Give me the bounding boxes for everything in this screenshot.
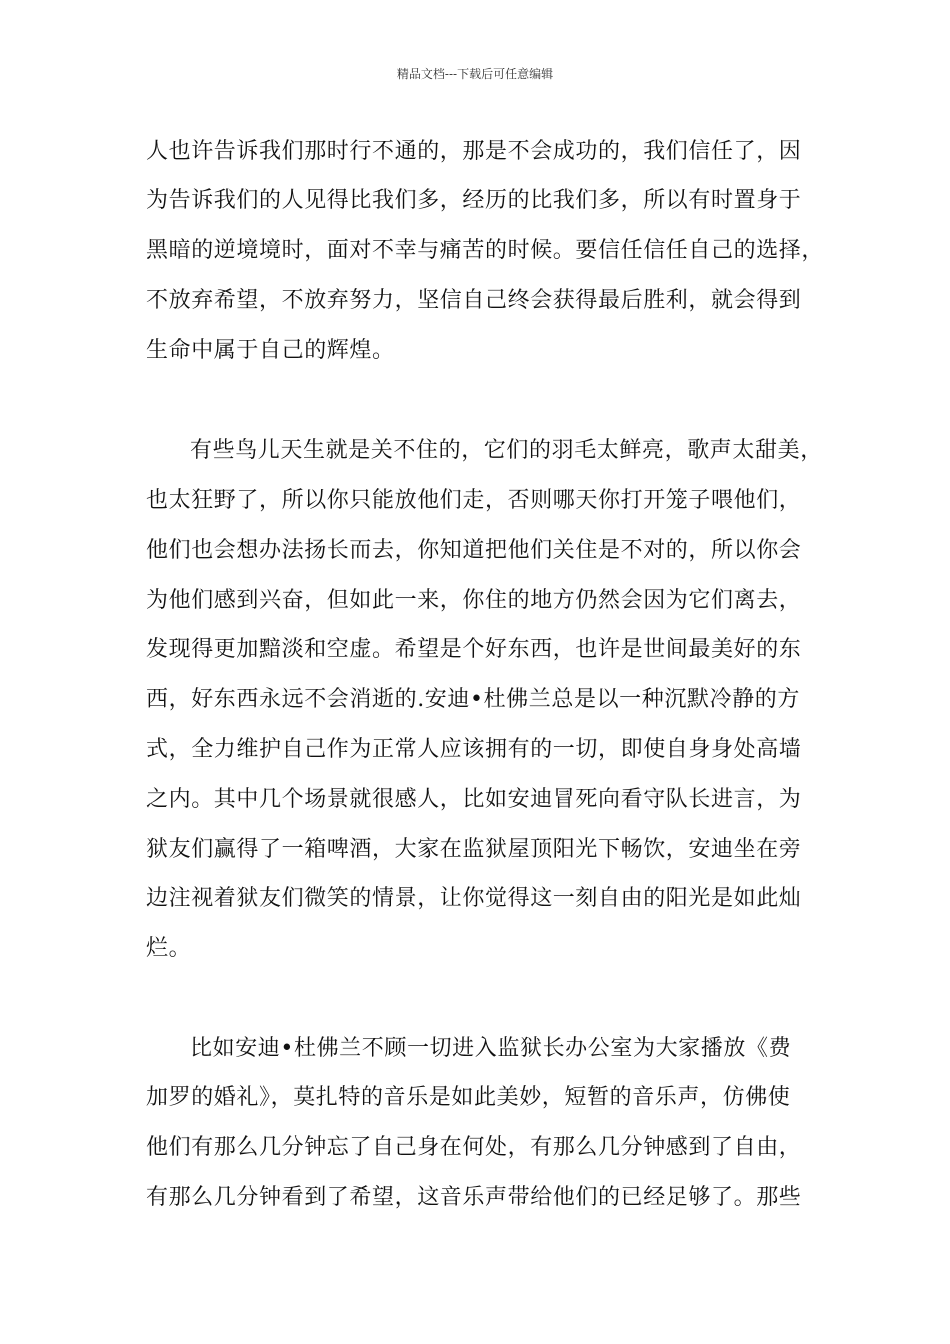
- text-line: 生命中属于自己的辉煌。: [146, 338, 395, 363]
- text-line: 西，好东西永远不会消逝的.安迪•杜佛兰总是以一种沉默冷静的方: [146, 687, 800, 712]
- text-line: 为他们感到兴奋，但如此一来，你住的地方仍然会因为它们离去，: [146, 588, 802, 613]
- text-line: 加罗的婚礼》，莫扎特的音乐是如此美妙，短暂的音乐声，仿佛使: [146, 1085, 791, 1110]
- page-header: 精品文档---下载后可任意编辑: [396, 67, 554, 81]
- text-line: 他们也会想办法扬长而去，你知道把他们关住是不对的，所以你会: [146, 538, 802, 563]
- text-line: 也太狂野了，所以你只能放他们走，否则哪天你打开笼子喂他们，: [146, 488, 802, 513]
- text-line: 烂。: [146, 936, 192, 961]
- text-line: 发现得更加黯淡和空虚。希望是个好东西，也许是世间最美好的东: [146, 637, 802, 662]
- text-line: 不放弃希望，不放弃努力，坚信自己终会获得最后胜利，就会得到: [146, 288, 802, 313]
- text-line: 之内。其中几个场景就很感人，比如安迪冒死向看守队长进言，为: [146, 787, 802, 812]
- text-line: 式，全力维护自己作为正常人应该拥有的一切，即使自身身处高墙: [146, 737, 802, 762]
- text-line: 有那么几分钟看到了希望，这音乐声带给他们的已经足够了。那些: [146, 1185, 802, 1210]
- text-line: 边注视着狱友们微笑的情景，让你觉得这一刻自由的阳光是如此灿: [146, 886, 802, 911]
- text-line: 黑暗的逆境境时，面对不幸与痛苦的时候。要信任信任自己的选择，: [146, 238, 825, 263]
- text-line: 他们有那么几分钟忘了自己身在何处，有那么几分钟感到了自由，: [146, 1135, 802, 1160]
- text-line: 为告诉我们的人见得比我们多，经历的比我们多，所以有时置身于: [146, 188, 802, 213]
- text-line: 比如安迪•杜佛兰不顾一切进入监狱长办公室为大家播放《费: [190, 1036, 792, 1061]
- text-line: 人也许告诉我们那时行不通的，那是不会成功的，我们信任了，因: [146, 139, 802, 164]
- text-line: 有些鸟儿天生就是关不住的，它们的羽毛太鲜亮，歌声太甜美，: [190, 438, 823, 463]
- text-line: 狱友们赢得了一箱啤酒，大家在监狱屋顶阳光下畅饮，安迪坐在旁: [146, 837, 802, 862]
